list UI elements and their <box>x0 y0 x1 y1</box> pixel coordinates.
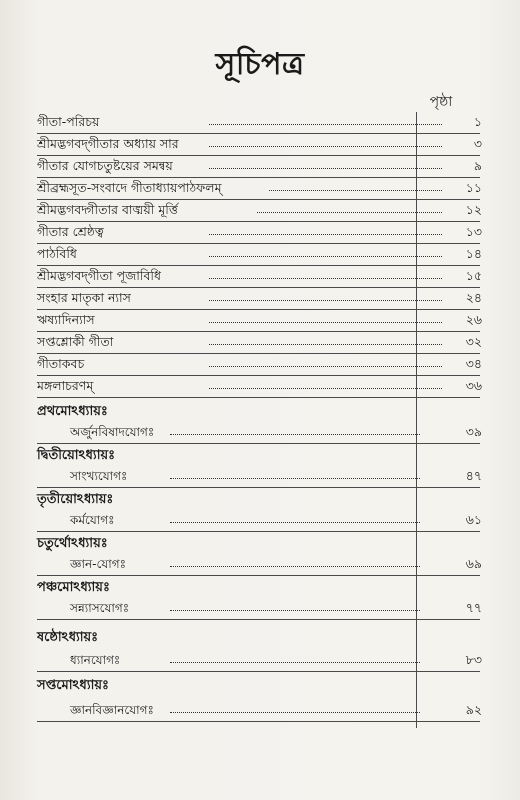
toc-entry-label: শ্রীমদ্ভগবদ্গীতার বাঙ্ময়ী মূর্ত্তি <box>37 202 178 217</box>
dot-leader <box>170 610 420 611</box>
chapter-entry-page: ৮৩ <box>465 652 482 667</box>
toc-entry-label: শ্রীমদ্ভগবদ্‌গীতা পূজাবিধি <box>37 268 162 283</box>
toc-entry-page: ২৪ <box>465 290 482 305</box>
dot-leader <box>170 566 420 567</box>
dot-leader <box>209 366 442 367</box>
toc-entry-page: ১৫ <box>465 268 482 283</box>
toc-entry <box>37 134 480 156</box>
row-rule <box>37 397 480 398</box>
dot-leader <box>170 712 420 713</box>
toc-entry-page: ১১ <box>465 180 482 195</box>
row-rule <box>37 721 480 722</box>
dot-leader <box>170 478 420 479</box>
row-rule <box>37 575 480 576</box>
toc-entry-label: শ্রীমদ্ভগবদ্‌গীতার অধ্যায় সার <box>37 136 179 151</box>
toc-entry <box>37 354 480 376</box>
toc-entry-page: ৩২ <box>465 334 482 349</box>
toc-entry <box>37 156 480 178</box>
chapter-entry-label: জ্ঞানবিজ্ঞানযোগঃ <box>70 703 154 717</box>
toc-entry-page: ৩৬ <box>465 378 482 393</box>
chapter-heading: ষষ্ঠোঽধ্যায়ঃ <box>37 630 99 645</box>
toc-entry <box>37 244 480 266</box>
chapter-entry <box>37 648 480 672</box>
dot-leader <box>209 124 442 125</box>
row-rule <box>37 443 480 444</box>
toc-entry-label: শ্রীব্রহ্মসূত-সংবাদে গীতাধ্যায়পাঠফলম্ <box>37 180 222 195</box>
page-title: সূচিপত্র <box>215 47 305 82</box>
chapter-entry-label: কর্মযোগঃ <box>70 513 115 527</box>
toc-entry <box>37 332 480 354</box>
row-rule <box>37 671 480 672</box>
chapter-entry <box>37 508 480 532</box>
chapter-entry-label: ধ্যানযোগঃ <box>70 653 121 667</box>
dot-leader <box>209 234 442 235</box>
dot-leader <box>170 522 420 523</box>
toc-entry-page: ১ <box>473 114 482 129</box>
row-rule <box>37 531 480 532</box>
toc-entry <box>37 222 480 244</box>
chapter-entry <box>37 420 480 444</box>
dot-leader <box>209 146 442 147</box>
dot-leader <box>209 322 442 323</box>
dot-leader <box>209 388 442 389</box>
chapter-entry-page: ৪৭ <box>465 468 482 483</box>
chapter-entry-page: ৬১ <box>465 512 482 527</box>
toc-entry-page: ৩৪ <box>465 356 482 371</box>
toc-entry-label: সংহার মাতৃকা ন্যাস <box>37 290 131 305</box>
chapter-entry-label: সন্ন্যাসযোগঃ <box>70 601 130 615</box>
chapter-entry <box>37 552 480 576</box>
toc-entry <box>37 112 480 134</box>
chapter-entry <box>37 698 480 722</box>
toc-entry <box>37 178 480 200</box>
chapter-entry <box>37 464 480 488</box>
chapter-heading: সপ্তমোঽধ্যায়ঃ <box>37 678 109 693</box>
dot-leader <box>209 168 442 169</box>
dot-leader <box>257 212 442 213</box>
chapter-heading: দ্বিতীয়োঽধ্যায়ঃ <box>37 448 116 463</box>
toc-entry-label: ঋষ্যাদিন্যাস <box>37 312 95 327</box>
chapter-heading: চতুর্থোঽধ্যায়ঃ <box>37 536 108 551</box>
toc-entry-page: ৯ <box>473 158 482 173</box>
toc-entry-page: ২৬ <box>465 312 482 327</box>
toc-entry <box>37 376 480 398</box>
dot-leader <box>209 300 442 301</box>
toc-entry-page: ১২ <box>465 202 482 217</box>
toc-entry-page: ১৩ <box>465 224 482 239</box>
toc-entry-label: সপ্তশ্লোকী গীতা <box>37 334 114 349</box>
chapter-entry-label: জ্ঞান-যোগঃ <box>70 557 126 571</box>
toc-entry-label: গীতার যোগচতুষ্টয়ের সমন্বয় <box>37 158 173 173</box>
toc-entry-label: গীতাকবচ <box>37 356 85 371</box>
page-column-divider <box>416 112 417 728</box>
chapter-entry-label: অর্জুনবিষাদযোগঃ <box>70 425 155 439</box>
chapter-entry-label: সাংখ্যযোগঃ <box>70 469 128 483</box>
row-rule <box>37 619 480 620</box>
dot-leader <box>209 344 442 345</box>
toc-entry-page: ১৪ <box>465 246 482 261</box>
chapter-entry-page: ৩৯ <box>465 424 482 439</box>
chapter-entry <box>37 596 480 620</box>
toc-entry <box>37 310 480 332</box>
chapter-heading: পঞ্চমোঽধ্যায়ঃ <box>37 580 110 595</box>
toc-entry <box>37 288 480 310</box>
row-rule <box>37 487 480 488</box>
toc-entry-label: গীতা-পরিচয় <box>37 114 100 129</box>
chapter-entry-page: ৬৯ <box>465 556 482 571</box>
toc-entry-label: গীতার শ্রেষ্ঠত্ব <box>37 224 104 239</box>
toc-entry-page: ৩ <box>473 136 482 151</box>
dot-leader <box>209 256 442 257</box>
chapter-heading: প্রথমোঽধ্যায়ঃ <box>37 404 108 419</box>
chapter-heading: তৃতীয়োঽধ্যায়ঃ <box>37 492 114 507</box>
toc-entry-label: মঙ্গলাচরণম্ <box>37 378 94 393</box>
dot-leader <box>170 434 420 435</box>
toc-entry <box>37 266 480 288</box>
page-column-label: পৃষ্ঠা <box>429 94 453 110</box>
chapter-entry-page: ৭৭ <box>465 600 482 615</box>
chapter-entry-page: ৯২ <box>465 702 482 717</box>
dot-leader <box>170 662 420 663</box>
toc-entry-label: পাঠবিধি <box>37 246 77 261</box>
dot-leader <box>209 278 442 279</box>
toc-entry <box>37 200 480 222</box>
